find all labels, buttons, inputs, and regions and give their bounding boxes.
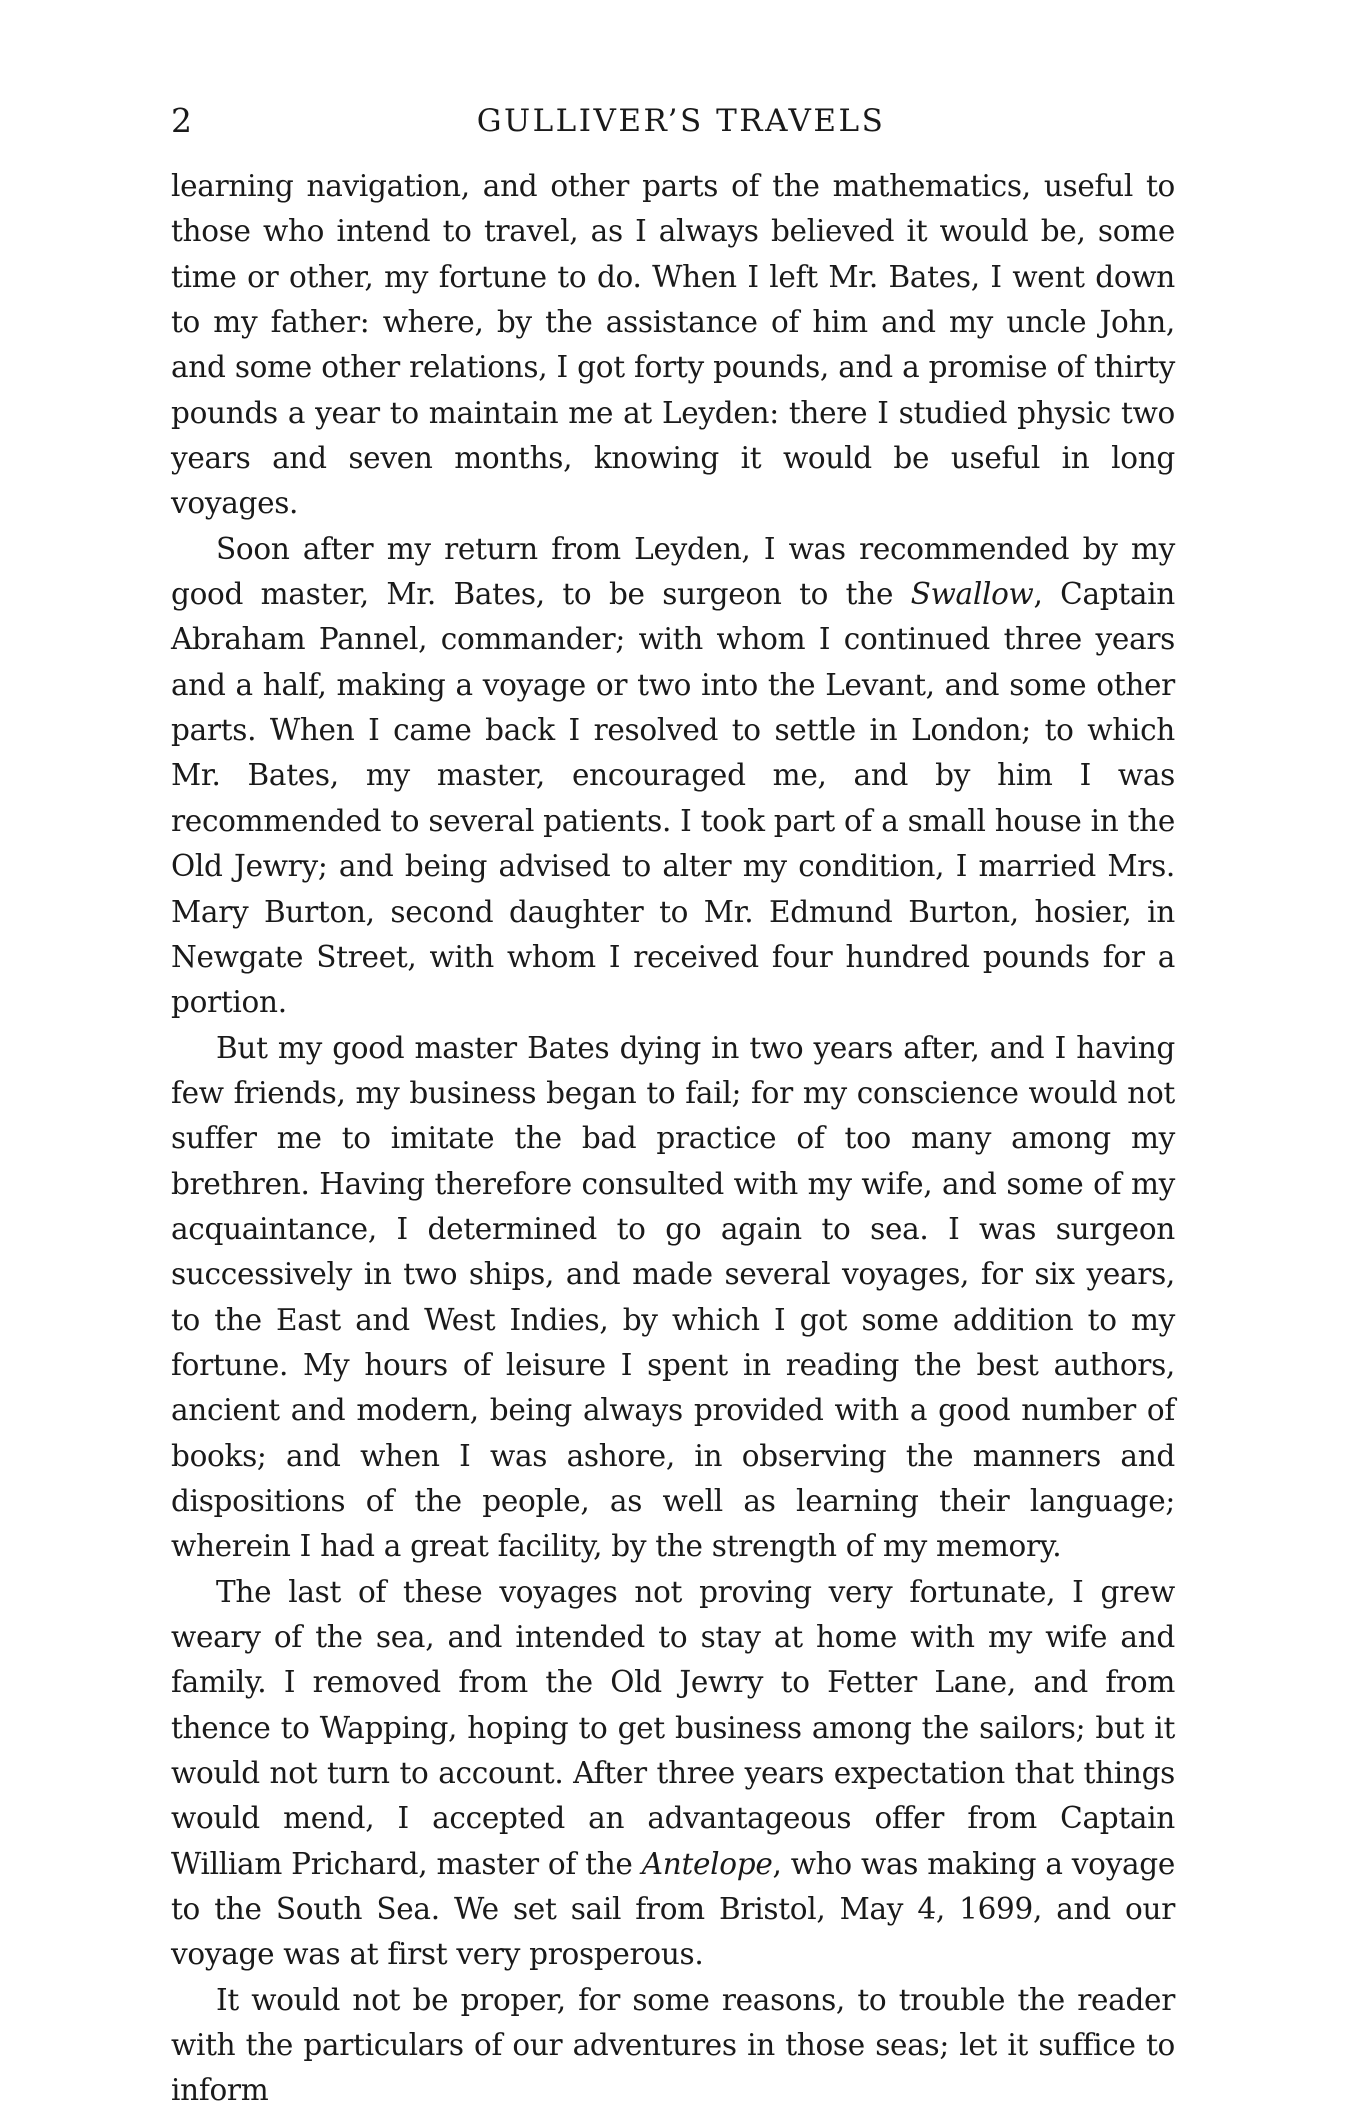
paragraph-2: [171, 527, 1175, 1026]
text-segment: It would not be proper, for some reasons, to trouble the reader with the particulars of our adventures in those seas; let it suffice to inform: [171, 1982, 1175, 2108]
text-segment: Soon after my return from Leyden, I was recommended by my good master, Mr. Bates, to be surgeon to the: [171, 531, 1175, 612]
paragraph-1: [171, 164, 1175, 527]
text-segment: learning navigation, and other parts of the mathematics, useful to those who intend to travel, as I always believed it would be, some time or other, my fortune to do. When I left Mr. Bates, I went down to my father: where, by the assistance of him and my uncle John, and some other relations, I got forty pounds, and a promise of thirty pounds a year to maintain me at Leyden: there I studied physic two years and seven months, knowing it would be useful in long voyages.: [171, 169, 1175, 521]
text-segment: , Captain Abraham Pannel, commander; with whom I continued three years and a half, making a voyage or two into the Levant, and some other parts. When I came back I resolved to settle in London; to which Mr. Bates, my master, encouraged me, and by him I was recommended to several patients. I took part of a small house in the Old Jewry; and being advised to alter my condition, I married Mrs. Mary Burton, second daughter to Mr. Edmund Burton, hosier, in Newgate Street, with whom I received four hundred pounds for a portion.: [171, 577, 1175, 1020]
paragraph-4: [171, 1570, 1175, 1978]
running-title: GULLIVER’S TRAVELS: [476, 103, 886, 139]
text-segment: But my good master Bates dying in two years after, and I having few friends, my business began to fail; for my conscience would not suffer me to imitate the bad practice of too many among my brethren. Having therefore consulted with my wife, and some of my acquaintance, I determined to go again to sea. I was surgeon successively in two ships, and made several voyages, for six years, to the East and West Indies, by which I got some addition to my fortune. My hours of leisure I spent in reading the best authors, ancient and modern, being always provided with a good number of books; and when I was ashore, in observing the manners and dispositions of the people, as well as learning their language; wherein I had a great facility, by the strength of my memory.: [171, 1030, 1175, 1564]
paragraph-3: [171, 1026, 1175, 1570]
paragraph-5: [171, 1978, 1175, 2114]
text-segment: The last of these voyages not proving very fortunate, I grew weary of the sea, and intended to stay at home with my wife and family. I removed from the Old Jewry to Fetter Lane, and from thence to Wapping, hoping to get business among the sailors; but it would not turn to account. After three years expectation that things would mend, I accepted an advantageous offer from Captain William Prichard, master of the: [171, 1574, 1175, 1881]
body-text: [171, 164, 1175, 2114]
text-segment: , who was making a voyage to the South Sea. We set sail from Bristol, May 4, 1699, and our voyage was at first very prosperous.: [171, 1846, 1175, 1972]
ship-name-antelope: Antelope: [641, 1846, 773, 1881]
running-head: [171, 96, 1191, 146]
page-number: 2: [171, 101, 192, 140]
ship-name-swallow: Swallow: [910, 577, 1034, 612]
